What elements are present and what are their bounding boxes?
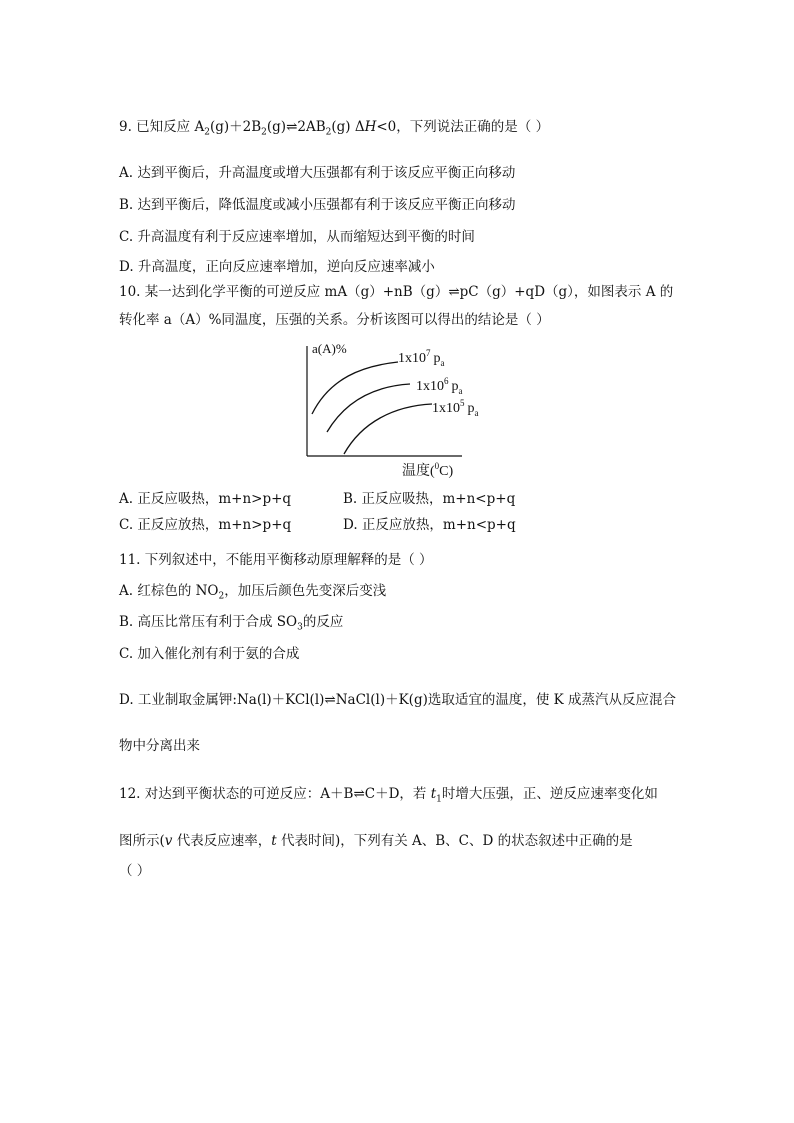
- q9-stem-text: (g)＋2B: [209, 119, 262, 135]
- sub: 1: [436, 794, 442, 805]
- q12-text: 12. 对达到平衡状态的可逆反应：A＋B: [119, 786, 354, 802]
- curve-label-p: p: [433, 351, 441, 366]
- q10-option-d[interactable]: D. 正反应放热，m+n<p+q: [343, 517, 516, 533]
- q9-stem-text: 9. 已知反应 A: [119, 119, 205, 135]
- q10-option-c[interactable]: C. 正反应放热，m+n>p+q: [119, 517, 292, 533]
- conversion-temperature-chart: [292, 334, 492, 480]
- option-text: ，加压后颜色先变深后变浅: [224, 583, 387, 599]
- q9-option-d[interactable]: D. 升高温度，正向反应速率增加，逆向反应速率减小: [119, 259, 435, 275]
- q9-stem-text: (g) Δ: [331, 119, 365, 135]
- q11-stem: 11. 下列叙述中，不能用平衡移动原理解释的是（ ）: [119, 552, 433, 568]
- option-text: D. 工业制取金属钾:Na(l)＋KCl(l): [119, 692, 325, 708]
- q10-option-a[interactable]: A. 正反应吸热，m+n>p+q: [119, 491, 292, 507]
- curve-label-base: 1x10: [398, 351, 426, 366]
- curve-label-exp: 7: [426, 348, 431, 358]
- q10-option-b[interactable]: B. 正反应吸热，m+n<p+q: [343, 491, 516, 507]
- q10-stem-text: pC（g）+qD（g），如图表示 A 的: [459, 284, 674, 300]
- q9-stem-text: 2AB: [297, 119, 326, 135]
- q9-option-a[interactable]: A. 达到平衡后，升高温度或增大压强都有利于该反应平衡正向移动: [119, 165, 516, 181]
- equilibrium-arrow: ⇌: [286, 119, 298, 135]
- q10-stem-line2: 转化率 a（A）%同温度，压强的关系。分析该图可以得出的结论是（ ）: [119, 312, 550, 328]
- curve-label-base: 1x10: [432, 401, 460, 416]
- sub: 2: [325, 127, 332, 138]
- q12-text: 图所示(: [119, 833, 165, 849]
- x-label-text: 温度(: [402, 464, 435, 479]
- x-label-text: C): [439, 464, 454, 479]
- q9-stem: [119, 118, 549, 136]
- sub: 2: [218, 591, 225, 602]
- equilibrium-arrow: ⇌: [448, 284, 460, 300]
- q9-stem-text: <0，下列说法正确的是（ ）: [376, 119, 550, 135]
- q11-option-c[interactable]: C. 加入催化剂有利于氨的合成: [119, 646, 300, 662]
- q11-option-d-line2: 物中分离出来: [119, 738, 200, 754]
- q12-text: 代表反应速率，: [172, 833, 272, 849]
- q12-answer-blank: （ ）: [119, 863, 151, 879]
- curve-label-1e6: [416, 376, 463, 396]
- q10-stem-text: 10. 某一达到化学平衡的可逆反应 mA（g）+nB（g）: [119, 284, 449, 300]
- option-text: B. 高压比常压有利于合成 SO: [119, 614, 298, 630]
- curve-1e5: [344, 404, 432, 454]
- option-text: A. 红棕色的 NO: [119, 583, 219, 599]
- q12-text: C＋D，若: [364, 786, 431, 802]
- q12-stem-line2: [119, 832, 633, 850]
- q12-stem-line1: [119, 785, 658, 803]
- curve-label-p: p: [451, 379, 459, 394]
- sub: 2: [261, 127, 267, 138]
- option-text: 的反应: [302, 614, 344, 630]
- q9-option-c[interactable]: C. 升高温度有利于反应速率增加，从而缩短达到平衡的时间: [119, 229, 475, 245]
- equilibrium-arrow: ⇌: [353, 786, 365, 802]
- q12-text: 代表时间)，下列有关 A、B、C、D 的状态叙述中正确的是: [276, 833, 633, 849]
- curve-label-sub: a: [458, 386, 463, 396]
- q11-option-d[interactable]: [119, 691, 676, 709]
- x-axis-label: [402, 461, 454, 479]
- time-symbol: t: [430, 786, 437, 802]
- curve-label-sub: a: [440, 358, 445, 368]
- q9-stem-text: (g): [266, 119, 287, 135]
- curve-label-exp: 6: [444, 376, 449, 386]
- y-axis-label: a(A)%: [312, 341, 347, 356]
- q9-option-b[interactable]: B. 达到平衡后，降低温度或减小压强都有利于该反应平衡正向移动: [119, 197, 516, 213]
- q11-option-a[interactable]: [119, 582, 386, 600]
- curve-label-1e5: [432, 398, 479, 418]
- rate-symbol: v: [164, 833, 173, 849]
- enthalpy-symbol: H: [364, 119, 377, 135]
- time-symbol: t: [271, 833, 277, 849]
- option-text: NaCl(l)＋K(g)选取适宜的温度，使 K 成蒸汽从反应混合: [335, 692, 677, 708]
- curve-label-1e7: [398, 348, 445, 368]
- equilibrium-arrow: ⇌: [324, 692, 336, 708]
- x-label-sup: 0: [434, 461, 440, 471]
- curve-label-p: p: [467, 401, 475, 416]
- curve-label-sub: a: [474, 408, 479, 418]
- curve-label-exp: 5: [460, 398, 465, 408]
- curve-label-base: 1x10: [416, 379, 444, 394]
- sub: 3: [297, 622, 303, 633]
- q11-option-b[interactable]: [119, 613, 343, 631]
- sub: 2: [204, 127, 210, 138]
- q12-text: 时增大压强，正、逆反应速率变化如: [441, 786, 658, 802]
- q10-stem-line1: [119, 283, 673, 301]
